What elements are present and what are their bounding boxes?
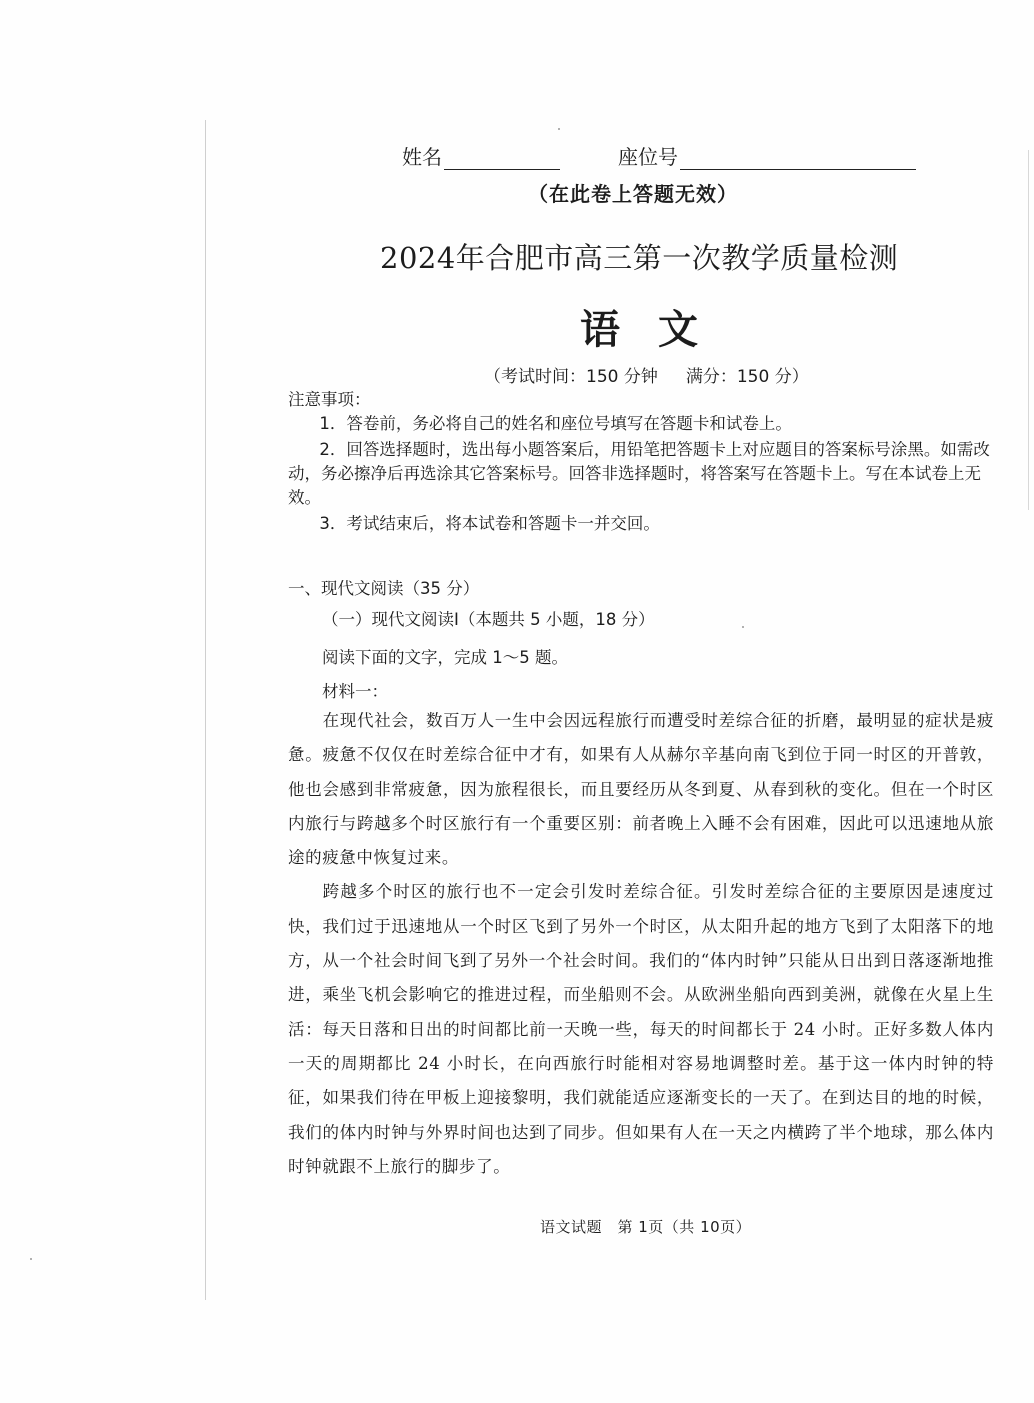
exam-title: 2024年合肥市高三第一次教学质量检测: [380, 241, 899, 275]
time-info: （考试时间：150 分钟: [484, 367, 658, 387]
passage-paragraph: 跨越多个时区的旅行也不一定会引发时差综合征。引发时差综合征的主要原因是速度过快，我们过于迅速地从一个时区飞到了另外一个时区，从太阳升起的地方飞到了太阳落下的地方，从一个社会时间飞到了另外一个社会时间。我们的“体内时钟”只能从日出到日落逐渐地推进，乘坐飞机会影响它的推进过程，而坐船则不会。从欧洲坐船向西到美洲，就像在火星上生活：每天日落和日出的时间都比前一天晚一些，每天的时间都长于 24 小时。正好多数人体内一天的周期都比 24 小时长，在向西旅行时能相对容易地调整时差。基于这一体内时钟的特征，如果我们待在甲板上迎接黎明，我们就能适应逐渐变长的一天了。在到达目的地的时候，我们的体内时钟与外界时间也达到了同步。但如果有人在一天之内横跨了半个地球，那么体内时钟就跟不上旅行的脚步了。: [288, 882, 994, 1176]
seat-blank: [680, 145, 916, 170]
notice-item: 1．答卷前，务必将自己的姓名和座位号填写在答题卡和试卷上。: [319, 414, 792, 433]
page-footer: 语文试题 第 1页（共 10页）: [540, 1218, 752, 1236]
exam-info: [484, 362, 809, 387]
binding-line-left: [205, 120, 206, 1300]
identity-line: [402, 140, 916, 170]
name-blank: [444, 145, 560, 170]
subject-title: 语文: [580, 306, 736, 353]
notice-heading: 注意事项：: [288, 390, 371, 409]
scan-speck: [30, 1258, 32, 1260]
section-title: 一、现代文阅读（35 分）: [288, 579, 480, 598]
subsection-title: （一）现代文阅读Ⅰ（本题共 5 小题，18 分）: [322, 610, 655, 629]
binding-line-right: [1028, 150, 1029, 510]
seat-label: 座位号: [618, 145, 678, 169]
scan-speck: [742, 626, 744, 628]
notice-block: [288, 388, 994, 536]
reading-instruction: 阅读下面的文字，完成 1～5 题。: [322, 648, 568, 667]
notice-item: 3．考试结束后，将本试卷和答题卡一并交回。: [319, 514, 660, 533]
reading-passage: [288, 704, 994, 1184]
invalid-note: （在此卷上答题无效）: [528, 182, 738, 206]
name-label: 姓名: [402, 145, 442, 169]
score-info: 满分：150 分）: [685, 367, 809, 387]
notice-item: 2．回答选择题时，选出每小题答案后，用铅笔把答题卡上对应题目的答案标号涂黑。如需改动，务必擦净后再选涂其它答案标号。回答非选择题时，将答案写在答题卡上。写在本试卷上无效。: [288, 440, 990, 507]
passage-paragraph: 在现代社会，数百万人一生中会因远程旅行而遭受时差综合征的折磨，最明显的症状是疲惫。疲惫不仅仅在时差综合征中才有，如果有人从赫尔辛基向南飞到位于同一时区的开普敦，他也会感到非常疲惫，因为旅程很长，而且要经历从冬到夏、从春到秋的变化。但在一个时区内旅行与跨越多个时区旅行有一个重要区别：前者晚上入睡不会有困难，因此可以迅速地从旅途的疲惫中恢复过来。: [288, 711, 994, 868]
scan-speck: [558, 128, 560, 130]
material-label: 材料一：: [322, 682, 388, 701]
